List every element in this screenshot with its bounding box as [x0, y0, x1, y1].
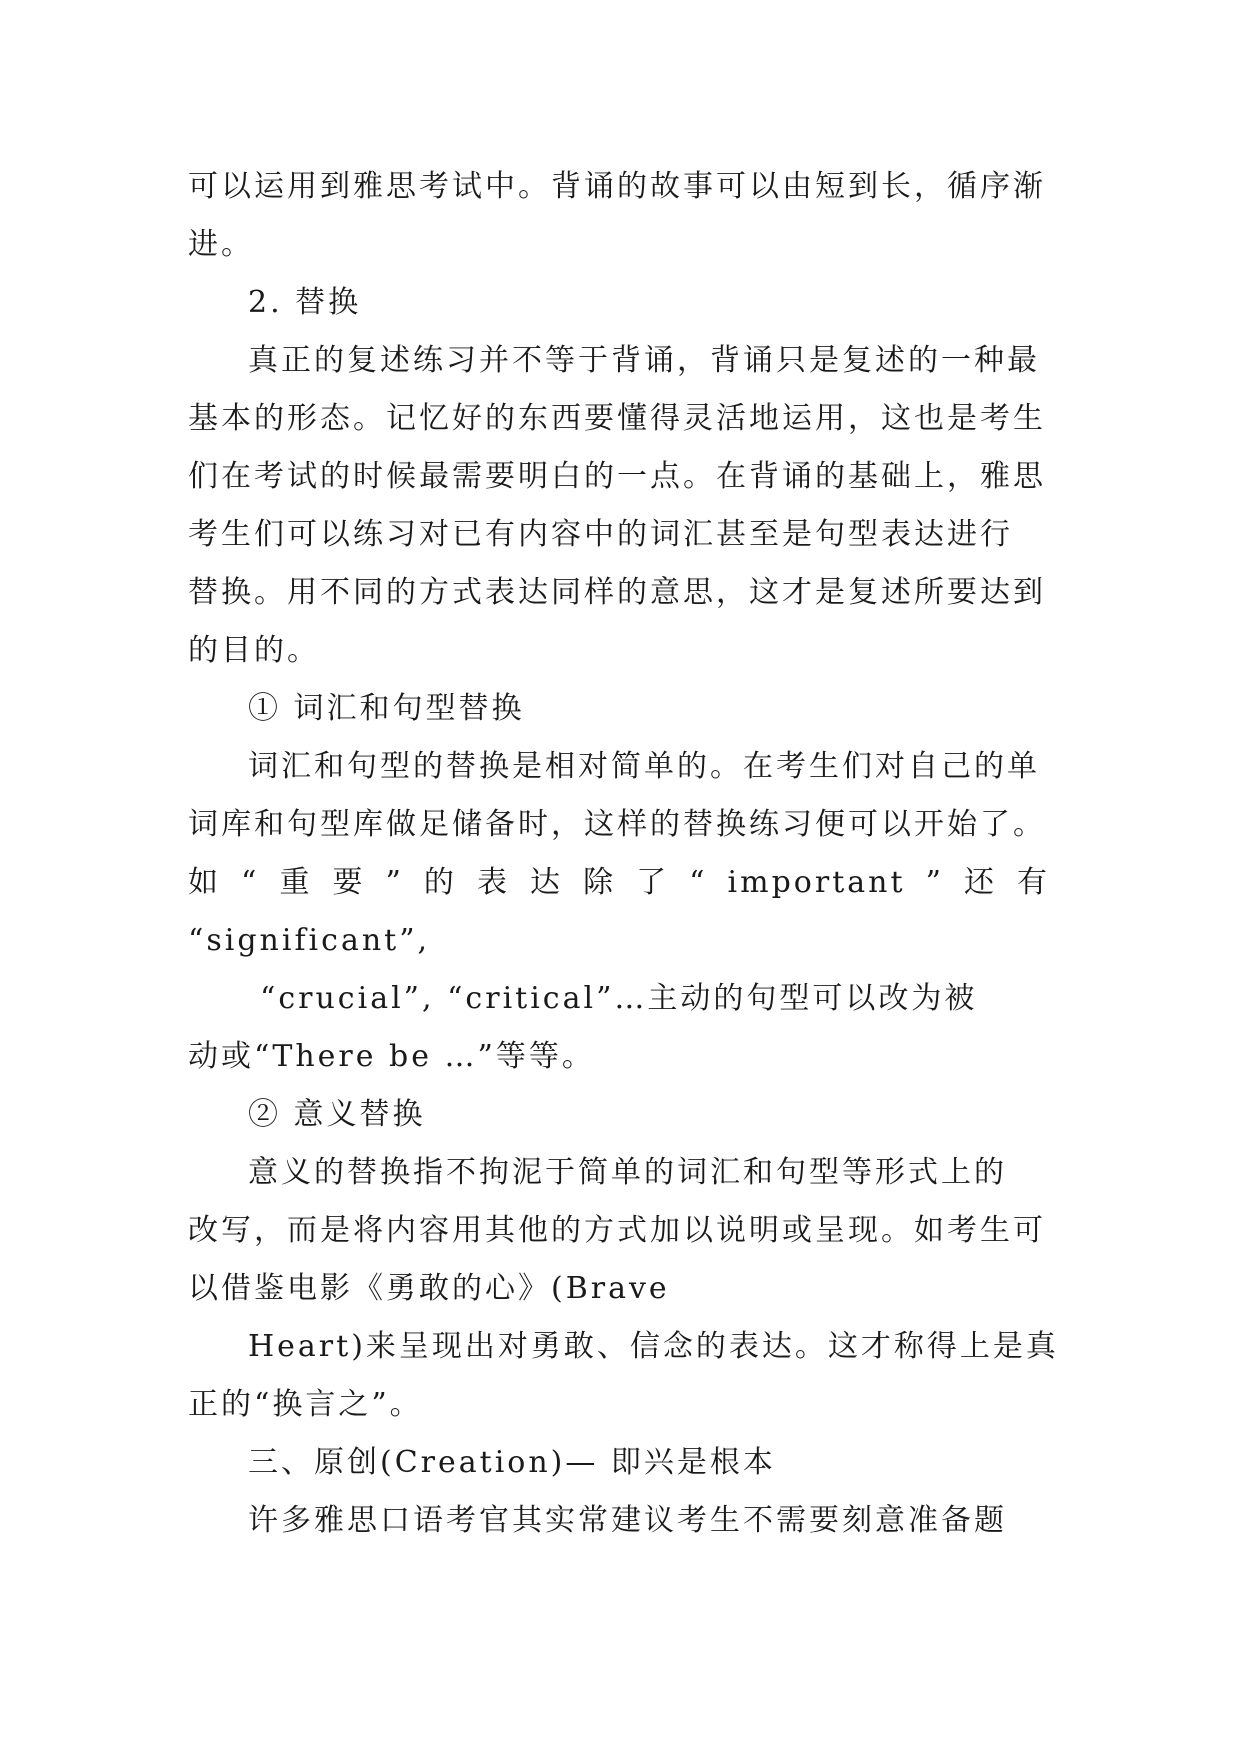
token: ”	[385, 865, 404, 900]
paragraph-line: 以借鉴电影《勇敢的心》(Brave	[188, 1271, 670, 1306]
paragraph-line: 意义的替换指不拘泥于简单的词汇和句型等形式上的	[248, 1155, 1007, 1190]
token: 达	[530, 865, 564, 900]
document-body	[188, 158, 1059, 1550]
paragraph-line: Heart)来呈现出对勇敢、信念的表达。这才称得上是真	[248, 1329, 1059, 1364]
paragraph-line: 改写，而是将内容用其他的方式加以说明或呈现。如考生可	[188, 1213, 1046, 1248]
paragraph-line: 可以运用到雅思考试中。背诵的故事可以由短到长，循序渐	[188, 169, 1046, 204]
token: 如	[188, 865, 221, 900]
token: “	[689, 865, 708, 900]
section-heading: 三、原创(Creation)— 即兴是根本	[248, 1445, 776, 1480]
paragraph-line: 词库和句型库做足储备时，这样的替换练习便可以开始了。	[188, 807, 1046, 842]
token: 了	[636, 865, 670, 900]
token: ”	[925, 865, 944, 900]
paragraph-line: 考生们可以练习对已有内容中的词汇甚至是句型表达进行	[188, 517, 1013, 552]
token: 还	[963, 865, 997, 900]
paragraph-line: 真正的复述练习并不等于背诵，背诵只是复述的一种最	[248, 343, 1040, 378]
paragraph-line: 基本的形态。记忆好的东西要懂得灵活地运用，这也是考生	[188, 401, 1046, 436]
token: 有	[1017, 865, 1050, 900]
paragraph-line: 的目的。	[188, 633, 320, 668]
token: 表	[476, 865, 510, 900]
token: 除	[583, 865, 617, 900]
token: 重	[279, 865, 313, 900]
token: “	[241, 865, 260, 900]
token: 的	[423, 865, 457, 900]
token: important	[727, 865, 906, 900]
paragraph-line: 正的“换言之”。	[188, 1387, 423, 1422]
subsection-heading: ① 词汇和句型替换	[248, 691, 525, 726]
justified-line	[188, 854, 1050, 912]
subsection-heading: ② 意义替换	[248, 1097, 426, 1132]
token: 要	[332, 865, 366, 900]
paragraph-line: 许多雅思口语考官其实常建议考生不需要刻意准备题	[248, 1503, 1007, 1538]
paragraph-line: 动或“There be …”等等。	[188, 1039, 595, 1074]
paragraph-line: 词汇和句型的替换是相对简单的。在考生们对自己的单	[248, 749, 1040, 784]
paragraph-line: “significant”,	[188, 923, 431, 958]
paragraph-line: 们在考试的时候最需要明白的一点。在背诵的基础上，雅思	[188, 459, 1046, 494]
paragraph-line: 进。	[188, 227, 254, 262]
section-heading: 2. 替换	[248, 285, 362, 320]
paragraph-line: “crucial”, “critical”…主动的句型可以改为被	[260, 981, 978, 1016]
paragraph-line: 替换。用不同的方式表达同样的意思，这才是复述所要达到	[188, 575, 1046, 610]
